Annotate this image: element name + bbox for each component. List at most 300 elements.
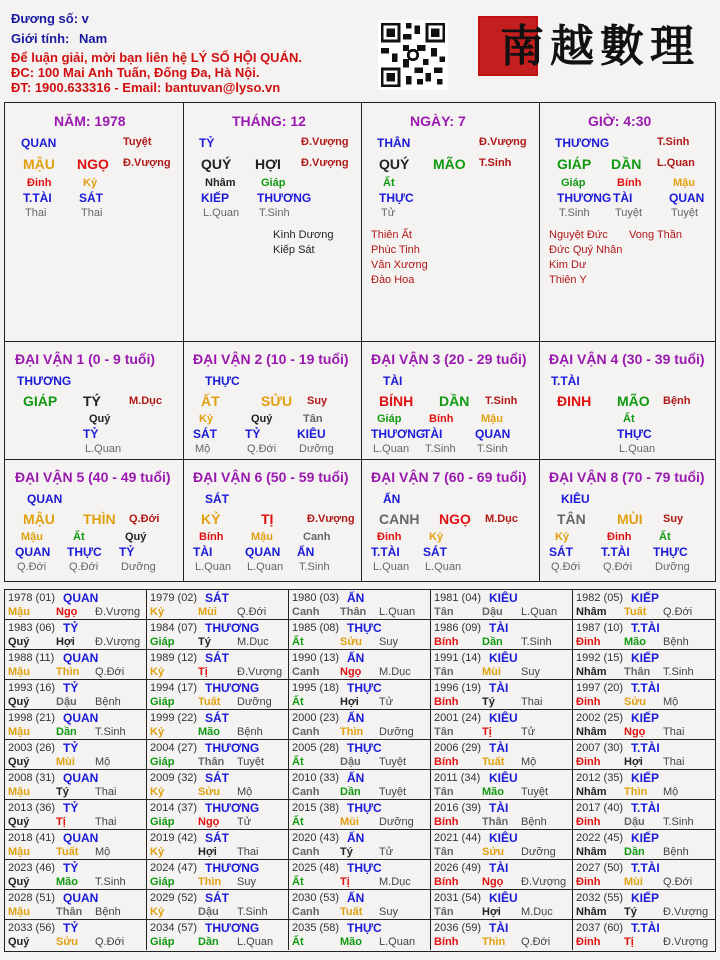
year-ten-god: QUAN [63,771,99,785]
year-branch: Tuất [340,906,363,918]
year-stem: Giáp [150,936,175,948]
year-ten-god: THỰC [347,621,382,635]
year-label: 1988 (11) [8,652,55,664]
year-label: 2026 (49) [434,862,482,874]
year-label: 1981 (04) [434,592,482,604]
year-branch: Hợi [340,696,359,708]
special-star: Thiên Ất [371,229,412,241]
year-cell[interactable] [5,680,147,710]
year-phase: Tuyệt [521,786,549,798]
year-phase: L.Quan [379,936,416,948]
year-phase: T.Sinh [663,666,694,678]
year-ten-god: T.TÀI [631,801,660,815]
year-phase: T.Sinh [95,726,126,738]
year-ten-god: TỶ [63,861,79,875]
year-cell[interactable] [5,920,147,950]
year-ten-god: THƯƠNG [205,861,260,875]
luck-hidden-ten-god: TỶ [119,545,135,559]
luck-hidden-phase: T.Sinh [299,561,330,573]
year-phase: Bệnh [237,726,263,738]
year-ten-god: KIẾP [631,591,660,605]
year-label: 1978 (01) [8,592,56,604]
year-ten-god: TÀI [489,681,509,695]
heavenly-stem: QUÝ [201,156,232,172]
year-stem: Đinh [576,936,601,948]
year-cell[interactable] [5,800,147,830]
contact-address: ĐC: 100 Mai Anh Tuấn, Đống Đa, Hà Nội. [11,65,260,80]
year-phase: Tuyệt [379,756,407,768]
year-branch: Sửu [624,696,647,708]
luck-phase: T.Sinh [485,395,518,407]
year-cell[interactable] [5,860,147,890]
year-branch: Hợi [624,756,643,768]
year-cell[interactable] [5,830,147,860]
hidden-phase: Tuyệt [671,207,699,219]
year-branch: Dậu [624,816,645,828]
year-phase: Bệnh [95,906,121,918]
hidden-stem: Bính [617,177,642,189]
year-stem: Canh [292,906,320,918]
year-cell[interactable] [147,590,289,620]
year-phase: Bệnh [663,846,689,858]
special-star: Văn Xương [371,259,428,271]
luck-hidden-stem: Tân [303,413,323,425]
year-phase: Đ.Vượng [663,936,709,948]
year-stem: Mậu [8,726,30,738]
year-cell[interactable] [289,860,431,890]
year-stem: Kỷ [150,846,165,858]
hidden-ten-god: T.TÀI [23,191,52,205]
luck-hidden-phase: L.Quan [195,561,232,573]
year-cell[interactable] [147,890,289,920]
year-cell[interactable] [289,620,431,650]
year-stem: Ất [292,636,304,648]
luck-ten-god: THƯƠNG [17,374,72,388]
year-phase: Thai [663,756,685,768]
year-stem: Tân [434,726,454,738]
ten-god-stem: THƯƠNG [555,136,610,150]
year-cell[interactable] [5,620,147,650]
luck-phase: Suy [307,395,328,407]
pillar-title: THÁNG: 12 [232,113,306,129]
year-ten-god: THỰC [347,741,382,755]
special-star: Kình Dương [273,229,334,241]
year-phase: Bệnh [95,696,121,708]
year-branch: Tý [56,786,69,798]
luck-branch: TÝ [83,393,101,409]
year-phase: Thai [663,726,685,738]
earthly-branch: HỢI [255,156,281,172]
year-cell[interactable] [5,740,147,770]
year-cell[interactable] [5,590,147,620]
year-ten-god: THƯƠNG [205,621,260,635]
year-stem: Ất [292,876,304,888]
luck-hidden-ten-god: THỰC [67,545,102,559]
gender [11,31,107,46]
year-cell[interactable] [573,830,715,860]
year-ten-god: ẤN [347,651,365,665]
luck-pillar-title: ĐẠI VẬN 6 (50 - 59 tuổi) [193,469,349,485]
year-cell[interactable] [147,620,289,650]
year-branch: Ngọ [340,666,362,678]
year-phase: Suy [237,876,256,888]
year-phase: T.Sinh [95,876,126,888]
year-ten-god: KIẾP [631,831,660,845]
hidden-phase: L.Quan [203,207,240,219]
year-cell[interactable] [431,890,573,920]
luck-pillar-title: ĐẠI VẬN 7 (60 - 69 tuổi) [371,469,527,485]
earthly-branch: MÃO [433,156,466,172]
year-cell[interactable] [431,920,573,950]
year-ten-god: THỰC [347,681,382,695]
ten-god-stem: TỶ [199,136,215,150]
year-branch: Mùi [340,816,359,828]
year-branch: Hợi [482,906,501,918]
year-branch: Thân [198,756,225,768]
hidden-stem: Ất [383,177,395,189]
branch-phase: Đ.Vượng [123,157,171,169]
special-star: Đào Hoa [371,274,415,286]
year-ten-god: KIÊU [489,591,518,605]
year-stem: Nhâm [576,786,607,798]
luck-hidden-stem: Ất [623,413,635,425]
year-stem: Ất [292,816,304,828]
earthly-branch: DẦN [611,156,642,172]
year-label: 2011 (34) [434,772,481,784]
year-ten-god: ẤN [347,831,365,845]
hidden-phase: Thai [25,207,47,219]
year-phase: Q.Đới [95,936,125,948]
hidden-ten-god: QUAN [669,191,705,205]
year-stem: Nhâm [576,666,607,678]
luck-hidden-stem: Ất [659,531,671,543]
qr-code-icon[interactable] [378,20,448,90]
year-cell[interactable] [573,590,715,620]
year-phase: M.Dục [237,636,269,648]
year-cell[interactable] [5,890,147,920]
luck-branch: NGỌ [439,511,471,527]
year-phase: T.Sinh [237,906,268,918]
year-cell[interactable] [147,770,289,800]
year-ten-god: KIẾP [631,711,660,725]
year-label: 1982 (05) [576,592,624,604]
year-cell[interactable] [289,650,431,680]
year-cell[interactable] [573,770,715,800]
year-ten-god: ẤN [347,771,365,785]
luck-ten-god: THỰC [205,374,240,388]
luck-branch: DẦN [439,393,470,409]
pillar-title: GIỜ: 4:30 [588,113,652,129]
year-ten-god: T.TÀI [631,921,660,935]
luck-hidden-phase: Dưỡng [299,443,334,455]
luck-hidden-phase: L.Quan [425,561,462,573]
year-stem: Tân [434,846,454,858]
divider [539,103,540,581]
luck-stem: BÍNH [379,393,414,409]
year-stem: Kỷ [150,786,165,798]
year-phase: Mộ [663,786,679,798]
year-ten-god: THỰC [347,801,382,815]
year-label: 2000 (23) [292,712,340,724]
year-phase: Mộ [521,756,537,768]
luck-branch: SỬU [261,393,293,409]
year-phase: Q.Đới [663,606,693,618]
year-branch: Thìn [482,936,506,948]
year-cell[interactable] [289,800,431,830]
year-stem: Giáp [150,696,175,708]
year-cell[interactable] [5,650,147,680]
year-cell[interactable] [147,800,289,830]
year-cell[interactable] [573,800,715,830]
year-cell[interactable] [147,860,289,890]
year-ten-god: QUAN [63,591,99,605]
year-branch: Dậu [56,696,77,708]
year-cell[interactable] [573,890,715,920]
year-stem: Kỷ [150,606,165,618]
ten-god-stem: THÂN [377,136,411,150]
year-ten-god: SÁT [205,591,229,605]
luck-hidden-phase: Q.Đới [17,561,47,573]
year-cell[interactable] [5,710,147,740]
year-cell[interactable] [147,830,289,860]
year-cell[interactable] [573,680,715,710]
hidden-ten-god: THƯƠNG [557,191,612,205]
year-cell[interactable] [573,740,715,770]
year-branch: Tuất [482,756,505,768]
year-cell[interactable] [431,860,573,890]
year-label: 1992 (15) [576,652,624,664]
year-branch: Ngọ [198,816,220,828]
hidden-stem: Giáp [261,177,286,189]
year-branch: Tị [56,816,66,828]
year-label: 2017 (40) [576,802,624,814]
year-phase: Mộ [95,756,111,768]
divider [5,459,715,460]
year-ten-god: SÁT [205,891,229,905]
year-stem: Đinh [576,636,601,648]
year-cell[interactable] [573,710,715,740]
luck-hidden-stem: Đinh [377,531,402,543]
branch-phase: L.Quan [657,157,695,169]
year-branch: Mùi [624,876,643,888]
year-ten-god: T.TÀI [631,741,660,755]
stem-phase: T.Sinh [657,136,690,148]
luck-hidden-stem: Mậu [21,531,43,543]
year-phase: Đ.Vượng [95,606,141,618]
year-cell[interactable] [289,740,431,770]
year-phase: Q.Đới [95,666,125,678]
year-stem: Quý [8,696,30,708]
year-label: 1991 (14) [434,652,482,664]
luck-stem: ẤT [201,393,220,409]
luck-hidden-ten-god: SÁT [423,545,447,559]
year-label: 2027 (50) [576,862,624,874]
year-branch: Thân [482,816,509,828]
year-label: 2007 (30) [576,742,624,754]
year-phase: M.Dục [521,906,553,918]
luck-pillar-title: ĐẠI VẬN 8 (70 - 79 tuổi) [549,469,705,485]
year-cell[interactable] [573,620,715,650]
luck-hidden-ten-god: SÁT [549,545,573,559]
year-branch: Thân [340,606,367,618]
year-ten-god: ẤN [347,591,365,605]
year-ten-god: KIÊU [489,711,518,725]
owner-name: Đương số: v [11,11,89,26]
year-cell[interactable] [147,680,289,710]
year-branch: Mão [482,786,504,798]
year-label: 2006 (29) [434,742,482,754]
luck-hidden-phase: Dưỡng [121,561,156,573]
luck-hidden-stem: Quý [89,413,111,425]
hidden-stem: Giáp [561,177,586,189]
year-stem: Bính [434,756,459,768]
year-cell[interactable] [431,830,573,860]
pillar-title: NGÀY: 7 [410,113,466,129]
luck-hidden-stem: Kỷ [555,531,570,543]
year-stem: Mậu [8,786,30,798]
year-branch: Tuất [56,846,79,858]
year-cell[interactable] [289,920,431,950]
year-ten-god: THƯƠNG [205,681,260,695]
year-stem: Bính [434,636,459,648]
special-star: Phúc Tinh [371,244,420,256]
year-ten-god: TỶ [63,801,79,815]
year-ten-god: SÁT [205,771,229,785]
luck-hidden-phase: L.Quan [85,443,122,455]
year-branch: Mão [624,636,646,648]
year-label: 2001 (24) [434,712,482,724]
year-cell[interactable] [573,860,715,890]
year-cell[interactable] [289,710,431,740]
year-phase: Mộ [95,846,111,858]
heavenly-stem: QUÝ [379,156,410,172]
year-cell[interactable] [573,920,715,950]
year-phase: Dưỡng [237,696,272,708]
year-phase: T.Sinh [521,636,552,648]
year-cell[interactable] [431,650,573,680]
year-ten-god: TỶ [63,621,79,635]
year-phase: M.Dục [379,666,411,678]
year-stem: Mậu [8,606,30,618]
year-phase: Đ.Vượng [95,636,141,648]
year-stem: Quý [8,756,30,768]
hidden-stem: Đinh [27,177,52,189]
year-cell[interactable] [289,680,431,710]
hidden-ten-god: THƯƠNG [257,191,312,205]
year-stem: Kỷ [150,666,165,678]
luck-hidden-phase: Mộ [195,443,211,455]
year-label: 1989 (12) [150,652,198,664]
luck-hidden-phase: L.Quan [373,561,410,573]
year-phase: Suy [521,666,540,678]
year-phase: Đ.Vượng [663,906,709,918]
year-cell[interactable] [147,650,289,680]
year-cell[interactable] [431,620,573,650]
year-branch: Thìn [56,666,80,678]
year-ten-god: TÀI [489,921,509,935]
year-cell[interactable] [431,710,573,740]
year-cell[interactable] [573,650,715,680]
year-branch: Mão [340,936,362,948]
contact-note: Để luận giải, mời bạn liên hệ LÝ SỐ HỘI QUÁN. [11,50,302,65]
year-stem: Đinh [576,756,601,768]
year-label: 2035 (58) [292,922,340,934]
year-cell[interactable] [431,590,573,620]
year-branch: Tý [482,696,495,708]
luck-phase: Đ.Vượng [307,513,355,525]
year-ten-god: T.TÀI [631,681,660,695]
year-cell[interactable] [289,590,431,620]
year-stem: Tân [434,906,454,918]
year-stem: Quý [8,636,30,648]
year-ten-god: QUAN [63,711,99,725]
year-cell[interactable] [431,680,573,710]
luck-pillar-title: ĐẠI VẬN 5 (40 - 49 tuổi) [15,469,171,485]
year-phase: L.Quan [237,936,274,948]
luck-hidden-ten-god: THỰC [617,427,652,441]
year-ten-god: TÀI [489,801,509,815]
year-branch: Mùi [198,606,217,618]
luck-hidden-phase: Q.Đới [551,561,581,573]
year-phase: Tử [379,696,394,708]
year-stem: Bính [434,696,459,708]
stem-phase: Tuyệt [123,136,152,148]
year-stem: Bính [434,936,459,948]
luck-phase: M.Dục [129,395,162,407]
year-phase: Thai [237,846,259,858]
year-branch: Sửu [198,786,221,798]
year-phase: Đ.Vượng [237,666,283,678]
luck-hidden-ten-god: SÁT [193,427,217,441]
year-label: 2004 (27) [150,742,198,754]
brand-logo [478,10,718,76]
year-stem: Bính [434,816,459,828]
year-cell[interactable] [431,740,573,770]
year-cell[interactable] [289,830,431,860]
luck-branch: MÙI [617,511,643,527]
year-phase: Mộ [663,696,679,708]
year-branch: Dần [482,636,503,648]
ten-god-stem: QUAN [21,136,57,150]
year-cell[interactable] [289,890,431,920]
year-ten-god: KIÊU [489,651,518,665]
year-cell[interactable] [147,740,289,770]
year-stem: Đinh [576,696,601,708]
year-cell[interactable] [431,800,573,830]
year-stem: Nhâm [576,906,607,918]
special-star: Kiếp Sát [273,244,315,256]
year-label: 2037 (60) [576,922,624,934]
year-stem: Canh [292,846,320,858]
year-label: 2016 (39) [434,802,482,814]
year-label: 1985 (08) [292,622,340,634]
year-cell[interactable] [289,770,431,800]
luck-stem: KỶ [201,511,221,527]
year-branch: Sửu [56,936,79,948]
year-cell[interactable] [147,710,289,740]
year-ten-god: TỶ [63,741,79,755]
year-phase: Bệnh [663,636,689,648]
luck-stem: TÂN [557,511,586,527]
year-ten-god: KIẾP [631,651,660,665]
year-cell[interactable] [431,770,573,800]
year-cell[interactable] [147,920,289,950]
year-ten-god: T.TÀI [631,861,660,875]
luck-phase: Q.Đới [129,513,160,525]
year-cell[interactable] [5,770,147,800]
year-branch: Ngọ [624,726,646,738]
luck-hidden-phase: T.Sinh [477,443,508,455]
